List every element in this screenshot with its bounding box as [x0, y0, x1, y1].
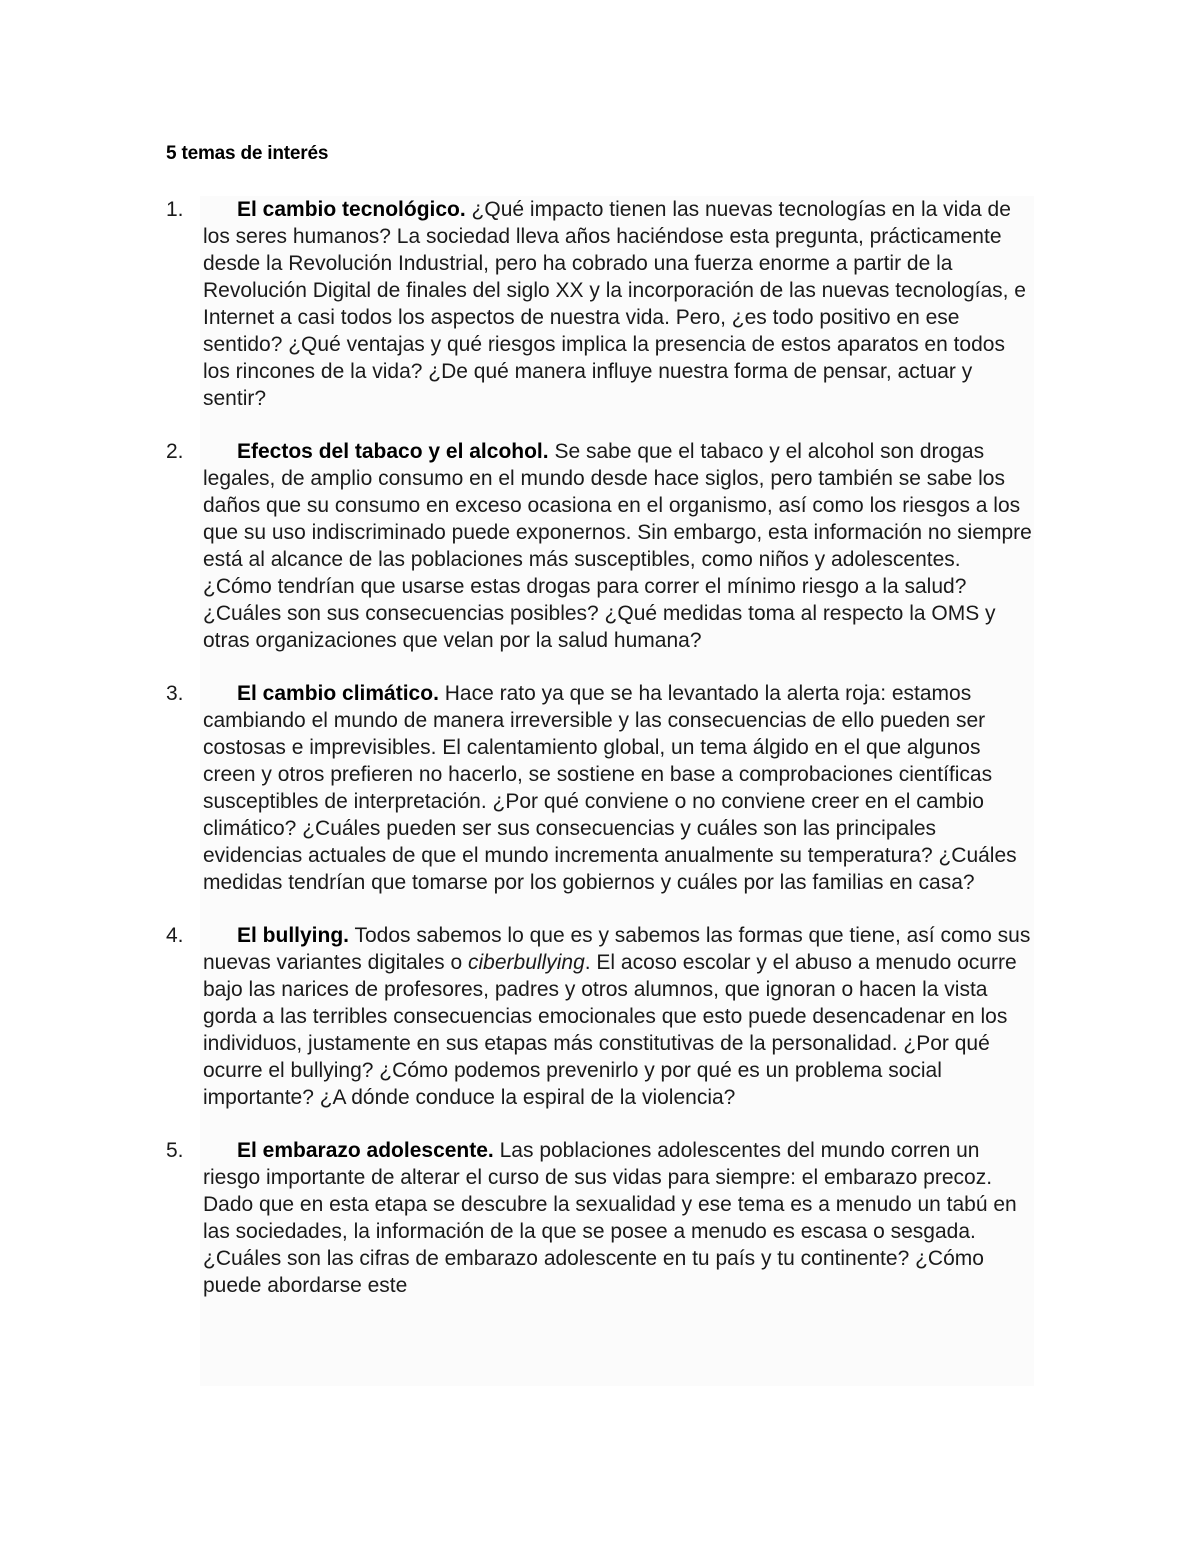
topic-item — [0, 680, 1200, 896]
topic-heading: El embarazo adolescente. — [237, 1139, 494, 1162]
topic-heading: El bullying. — [237, 924, 350, 947]
document-title: 5 temas de interés — [166, 143, 329, 164]
topic-item — [0, 438, 1200, 654]
topic-list — [0, 196, 1200, 1325]
topic-text: Las poblaciones adolescentes del mundo corren un riesgo importante de alterar el curso de sus vidas para siempre: el embarazo precoz. Dado que en esta etapa se descubre la sexualidad y ese tema es a menudo un tabú en las sociedades, la información de la que se posee a menudo es escasa o sesgada. ¿Cuáles son las cifras de embarazo adolescente en tu país y tu continente? ¿Cómo puede abordarse este — [203, 1139, 1017, 1297]
topic-heading: El cambio tecnológico. — [237, 198, 466, 221]
topic-heading: El cambio climático. — [237, 682, 439, 705]
topic-number: 5. — [166, 1139, 184, 1162]
topic-number: 2. — [166, 440, 184, 463]
topic-paragraph — [203, 438, 1033, 654]
topic-text — [203, 924, 1030, 1109]
topic-text-part: Todos sabemos lo que es y sabemos las formas que tiene, así como sus nuevas variantes digitales o — [203, 924, 1031, 974]
topic-text: ¿Qué impacto tienen las nuevas tecnologías en la vida de los seres humanos? La sociedad lleva años haciéndose esta pregunta, prácticamente desde la Revolución Industrial, pero ha cobrado una fuerza enorme a partir de la Revolución Digital de finales del siglo XX y la incorporación de las nuevas tecnologías, e Internet a casi todos los aspectos de nuestra vida. Pero, ¿es todo positivo en ese sentido? ¿Qué ventajas y qué riesgos implica la presencia de estos aparatos en todos los rincones de la vida? ¿De qué manera influye nuestra forma de pensar, actuar y sentir? — [203, 198, 1026, 410]
topic-item — [0, 922, 1200, 1111]
topic-paragraph — [203, 196, 1033, 412]
topic-number: 3. — [166, 682, 184, 705]
topic-number: 4. — [166, 924, 184, 947]
topic-paragraph — [203, 1137, 1033, 1299]
topic-number: 1. — [166, 198, 184, 221]
topic-paragraph — [203, 922, 1033, 1111]
topic-heading: Efectos del tabaco y el alcohol. — [237, 440, 549, 463]
topic-item — [0, 1137, 1200, 1299]
topic-item — [0, 196, 1200, 412]
topic-paragraph — [203, 680, 1033, 896]
topic-text: Hace rato ya que se ha levantado la alerta roja: estamos cambiando el mundo de manera irreversible y las consecuencias de ello pueden ser costosas e imprevisibles. El calentamiento global, un tema álgido en el que algunos creen y otros prefieren no hacerlo, se sostiene en base a comprobaciones científicas susceptibles de interpretación. ¿Por qué conviene o no conviene creer en el cambio climático? ¿Cuáles pueden ser sus consecuencias y cuáles son las principales evidencias actuales de que el mundo incrementa anualmente su temperatura? ¿Cuáles medidas tendrían que tomarse por los gobiernos y cuáles por las familias en casa? — [203, 682, 1017, 894]
topic-text: Se sabe que el tabaco y el alcohol son drogas legales, de amplio consumo en el mundo desde hace siglos, pero también se sabe los daños que su consumo en exceso ocasiona en el organismo, así como los riesgos a los que su uso indiscriminado puede exponernos. Sin embargo, esta información no siempre está al alcance de las poblaciones más susceptibles, como niños y adolescentes. ¿Cómo tendrían que usarse estas drogas para correr el mínimo riesgo a la salud? ¿Cuáles son sus consecuencias posibles? ¿Qué medidas toma al respecto la OMS y otras organizaciones que velan por la salud humana? — [203, 440, 1032, 652]
topic-text-italic: ciberbullying — [468, 951, 585, 974]
topic-text-part: . El acoso escolar y el abuso a menudo ocurre bajo las narices de profesores, padres y otros alumnos, que ignoran o hacen la vista gorda a las terribles consecuencias emocionales que esto puede desencadenar en los individuos, justamente en sus etapas más constitutivas de la personalidad. ¿Por qué ocurre el bullying? ¿Cómo podemos prevenirlo y por qué es un problema social importante? ¿A dónde conduce la espiral de la violencia? — [203, 951, 1017, 1109]
